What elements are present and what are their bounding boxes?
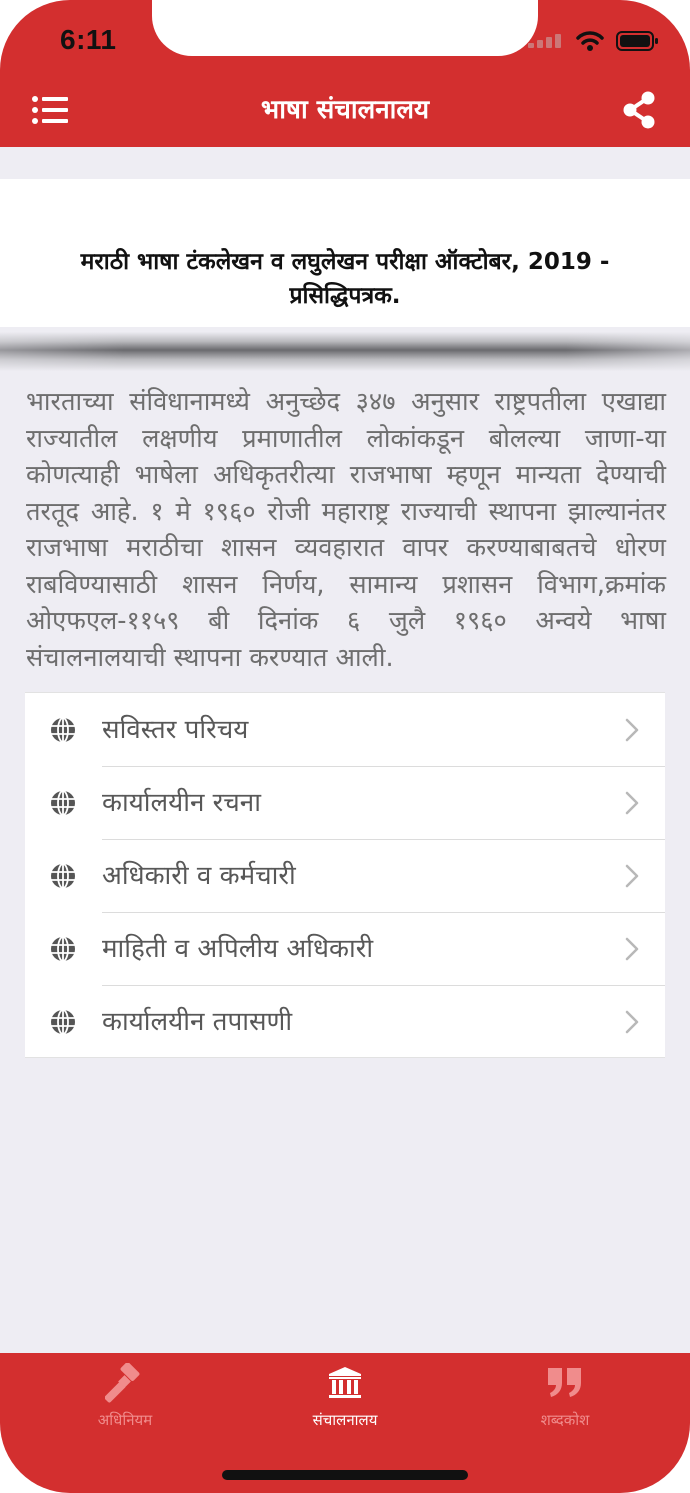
battery-icon	[616, 30, 660, 52]
tab-label: अधिनियम	[97, 1411, 153, 1429]
intro-paragraph: भारताच्या संविधानामध्ये अनुच्छेद ३४७ अनुसार राष्ट्रपतीला एखाद्या राज्यातील लक्षणीय प्रमाणातील लोकांकडून बोलल्या जाणा-या कोणत्याही भाषेला अधिकृतरीत्या राजभाषा म्हणून मान्यता देण्याची तरतूद आहे. १ मे १९६० रोजी महाराष्ट्र राज्याची स्थापना झाल्यानंतर राजभाषा मराठीचा शासन व्यवहारात वापर करण्याबाबतचे धोरण राबविण्यासाठी शासन निर्णय, सामान्य प्रशासन विभाग,क्रमांक ओएफएल-११५९ बी दिनांक ६ जुलै १९६० अन्वये भाषा संचालनालयाची स्थापना करण्यात आली.	[26, 387, 666, 673]
globe-icon	[49, 789, 77, 817]
status-time: 6:11	[60, 24, 117, 55]
wifi-icon	[576, 30, 604, 52]
quote-icon	[545, 1363, 585, 1403]
status-icons	[528, 30, 660, 52]
list-item-information-appellate-officer[interactable]	[25, 912, 665, 985]
top-spacer	[0, 147, 690, 179]
chevron-right-icon	[625, 718, 639, 742]
menu-list	[25, 692, 665, 1058]
tab-directorate[interactable]	[230, 1353, 460, 1453]
chevron-right-icon	[625, 864, 639, 888]
globe-icon	[49, 935, 77, 963]
globe-icon	[49, 716, 77, 744]
tab-label: शब्दकोश	[540, 1411, 590, 1429]
chevron-right-icon	[625, 937, 639, 961]
list-item-label: माहिती व अपिलीय अधिकारी	[102, 934, 374, 964]
list-item-label: कार्यालयीन तपासणी	[102, 1007, 293, 1037]
list-item-officers-staff[interactable]	[25, 839, 665, 912]
device-notch	[152, 0, 538, 56]
page-title: भाषा संचालनालय	[260, 95, 430, 125]
list-item-office-structure[interactable]	[25, 766, 665, 839]
institution-icon	[325, 1363, 365, 1403]
globe-icon	[49, 862, 77, 890]
tab-acts[interactable]	[10, 1353, 240, 1453]
headline-shadow-divider	[0, 327, 690, 375]
globe-icon	[49, 1008, 77, 1036]
list-item-label: अधिकारी व कर्मचारी	[102, 861, 296, 891]
home-indicator[interactable]	[222, 1470, 468, 1480]
chevron-right-icon	[625, 1010, 639, 1034]
signal-icon	[528, 34, 564, 48]
list-item-label: कार्यालयीन रचना	[102, 788, 261, 818]
list-item-office-inspection[interactable]	[25, 985, 665, 1058]
tab-dictionary[interactable]	[450, 1353, 680, 1453]
tab-label: संचालनालय	[312, 1411, 378, 1429]
chevron-right-icon	[625, 791, 639, 815]
list-item-label: सविस्तर परिचय	[102, 715, 249, 745]
share-icon	[622, 91, 656, 129]
news-headline[interactable]: मराठी भाषा टंकलेखन व लघुलेखन परीक्षा ऑक्टोबर, 2019 - प्रसिद्धिपत्रक.	[80, 249, 610, 309]
gavel-icon	[105, 1363, 145, 1403]
list-item-detailed-intro[interactable]	[25, 693, 665, 766]
share-button[interactable]	[622, 91, 656, 129]
news-headline-card[interactable]	[0, 179, 690, 327]
